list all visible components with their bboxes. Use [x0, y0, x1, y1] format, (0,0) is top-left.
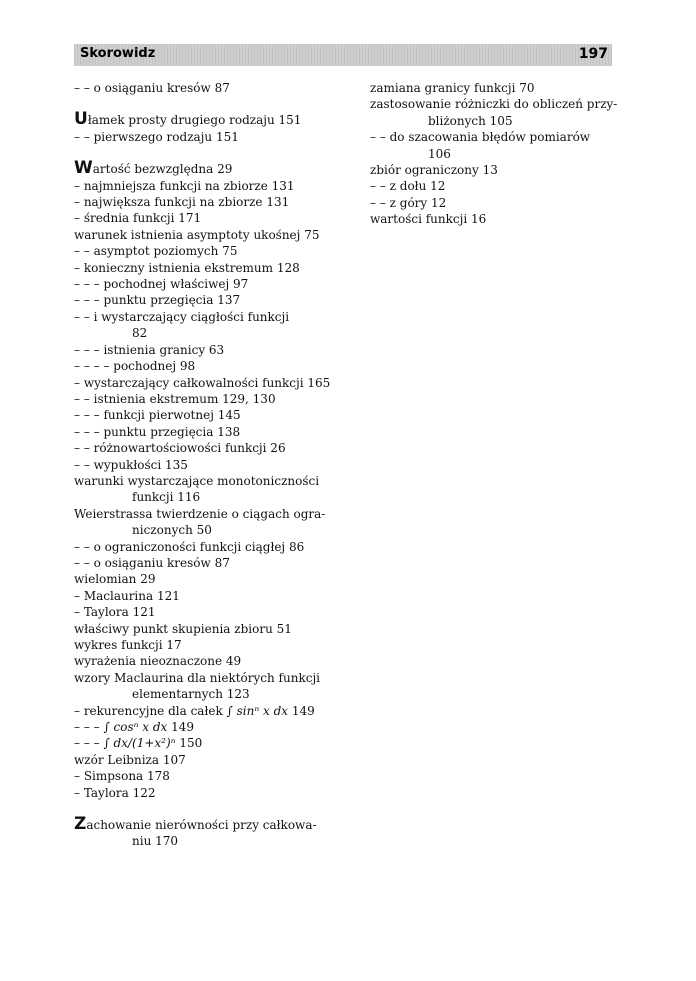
- index-entry: – średnia funkcji 171: [74, 211, 202, 226]
- section-letter: Z: [74, 814, 87, 835]
- page-number: 197: [578, 46, 608, 62]
- index-entry: – – z dołu 12: [370, 179, 446, 194]
- index-entry: – – – pochodnej właściwej 97: [74, 277, 249, 292]
- index-entry: [74, 814, 324, 835]
- index-entry: – – istnienia ekstremum 129, 130: [74, 391, 276, 406]
- index-entry: – konieczny istnienia ekstremum 128: [74, 260, 300, 275]
- formula: dx/(1+x²)ⁿ: [113, 736, 176, 751]
- index-entry-continuation: elementarnych 123: [132, 687, 250, 702]
- index-entry: – Taylora 121: [74, 605, 156, 620]
- index-entry-text: – – – ∫: [74, 720, 114, 735]
- index-entry: [74, 735, 324, 751]
- index-entry: – Simpsona 178: [74, 769, 170, 784]
- index-entry: zastosowanie różniczki do obliczeń przy-: [370, 97, 618, 112]
- index-entry-continuation: 82: [132, 326, 148, 341]
- index-entry: – – różnowartościowości funkcji 26: [74, 441, 286, 456]
- index-entry: – Maclaurina 121: [74, 588, 180, 603]
- index-entry: [74, 109, 324, 130]
- index-entry-continuation: niczonych 50: [132, 523, 212, 538]
- page-header: [74, 44, 612, 66]
- index-entry: – – wypukłości 135: [74, 457, 188, 472]
- index-entry: wyrażenia nieoznaczone 49: [74, 654, 242, 669]
- page-ref: 149: [288, 703, 315, 718]
- index-entry: – – o ograniczoności funkcji ciągłej 86: [74, 539, 305, 554]
- index-entry: zbiór ograniczony 13: [370, 163, 498, 178]
- right-column: [370, 80, 618, 228]
- index-entry: wzory Maclaurina dla niektórych funkcji: [74, 670, 321, 685]
- page-ref: 149: [167, 720, 195, 735]
- index-entry-text: – – – ∫: [74, 736, 114, 751]
- index-entry: wzór Leibniza 107: [74, 752, 186, 767]
- index-entry-text: achowanie nierówności przy całkowa-: [86, 818, 317, 833]
- index-entry: zamiana granicy funkcji 70: [370, 81, 535, 95]
- index-entry-text: łamek prosty drugiego rodzaju 151: [87, 113, 302, 128]
- index-entry: warunki wystarczające monotoniczności: [74, 473, 320, 488]
- index-entry: wielomian 29: [74, 572, 156, 587]
- index-entry: – – do szacowania błędów pomiarów: [370, 130, 591, 145]
- formula: sinⁿ x dx: [236, 703, 289, 718]
- index-entry: – Taylora 122: [74, 785, 156, 800]
- index-entry: – – i wystarczający ciągłości funkcji: [74, 309, 290, 324]
- formula: cosⁿ x dx: [113, 720, 168, 735]
- index-entry: – wystarczający całkowalności funkcji 165: [74, 375, 331, 390]
- index-entry: – – – punktu przegięcia 137: [74, 293, 241, 308]
- index-entry: – – – funkcji pierwotnej 145: [74, 408, 241, 423]
- index-entry: warunek istnienia asymptoty ukośnej 75: [74, 227, 320, 242]
- index-entry: – – – – pochodnej 98: [74, 359, 196, 374]
- index-entry: – – o osiąganiu kresów 87: [74, 555, 230, 570]
- index-entry: wykres funkcji 17: [74, 638, 182, 652]
- index-entry: Weierstrassa twierdzenie o ciągach ogra-: [74, 506, 326, 521]
- running-title: Skorowidz: [80, 46, 156, 61]
- index-entry: – – – punktu przegięcia 138: [74, 424, 241, 439]
- index-entry: – największa funkcji na zbiorze 131: [74, 195, 290, 210]
- index-entry: [74, 703, 324, 719]
- index-entry: – najmniejsza funkcji na zbiorze 131: [74, 178, 295, 193]
- index-entry: wartości funkcji 16: [370, 212, 487, 227]
- index-entry: [74, 158, 324, 179]
- left-column: [74, 80, 331, 850]
- index-entry-continuation: 106: [428, 146, 451, 161]
- index-entry: – – asymptot poziomych 75: [74, 244, 238, 259]
- index-entry: [74, 719, 324, 735]
- index-entry: – – o osiąganiu kresów 87: [74, 81, 230, 95]
- index-entry-continuation: bliżonych 105: [428, 113, 513, 128]
- section-letter: U: [74, 109, 88, 130]
- index-entry: – – – istnienia granicy 63: [74, 342, 225, 357]
- index-entry: – – pierwszego rodzaju 151: [74, 129, 239, 144]
- index-entry: – – z góry 12: [370, 195, 447, 210]
- index-entry-text: artość bezwzględna 29: [92, 162, 233, 177]
- page-ref: 150: [175, 736, 203, 751]
- section-letter: W: [74, 158, 93, 179]
- index-entry: właściwy punkt skupienia zbioru 51: [74, 621, 292, 636]
- index-entry-text: – rekurencyjne dla całek ∫: [74, 703, 237, 718]
- index-entry-continuation: niu 170: [132, 834, 179, 849]
- index-entry-continuation: funkcji 116: [132, 490, 201, 505]
